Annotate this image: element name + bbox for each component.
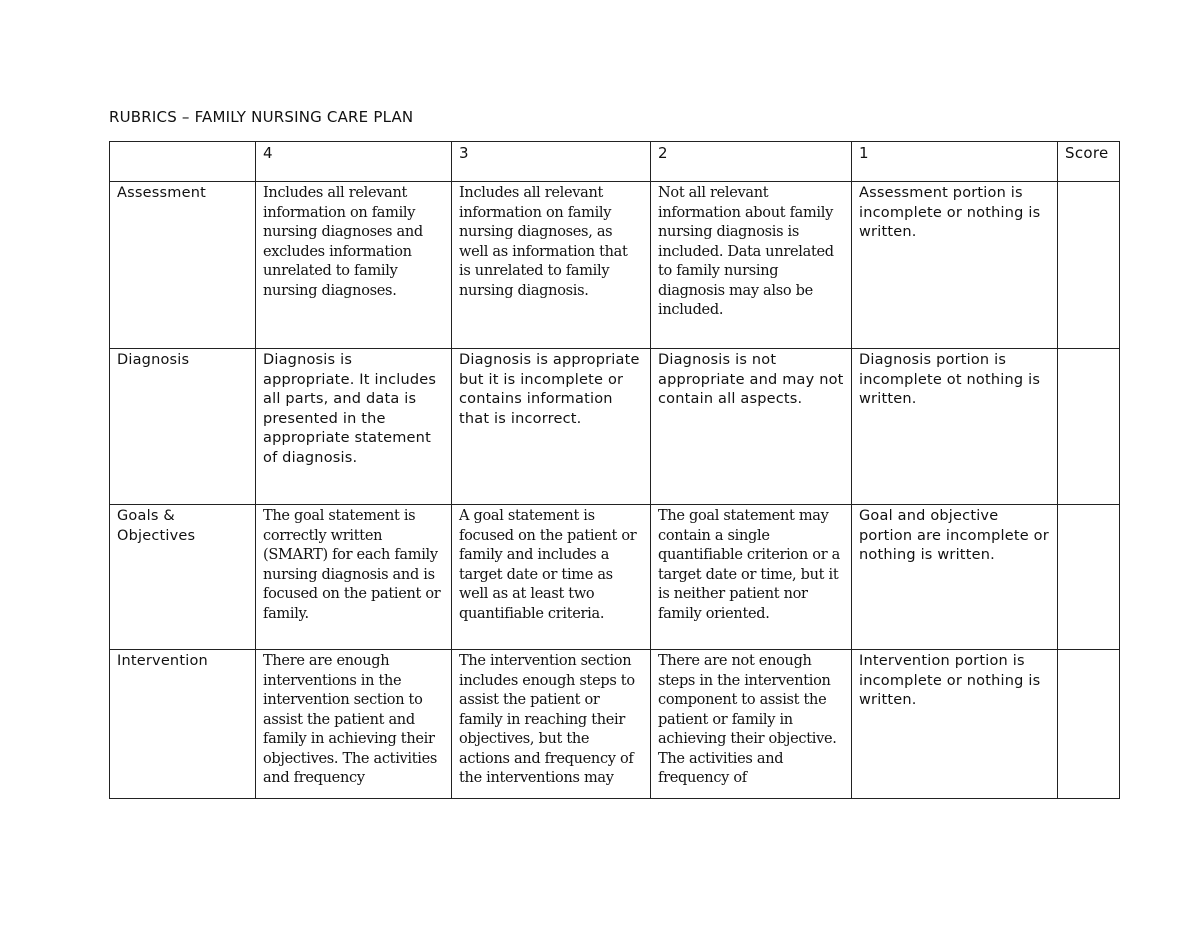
score-cell xyxy=(1058,650,1120,799)
rubric-cell-3-text: Diagnosis is appropriate but it is incomplete or contains information that is incorrect. xyxy=(459,352,640,427)
rubric-cell-1: Intervention portion is incomplete or nothing is written. xyxy=(852,650,1058,799)
criterion-label: Assessment xyxy=(110,182,256,349)
header-blank-cell xyxy=(110,142,256,182)
header-score-4: 4 xyxy=(256,142,452,182)
rubric-cell-3: Includes all relevant information on family nursing diagnoses, as well as information that is unrelated to family nursing diagnosis. xyxy=(452,182,651,349)
rubric-cell-2: Diagnosis is not appropriate and may not contain all aspects. xyxy=(651,349,852,505)
rubric-cell-1: Diagnosis portion is incomplete ot nothing is written. xyxy=(852,349,1058,505)
score-cell xyxy=(1058,349,1120,505)
table-row xyxy=(110,650,1120,799)
rubric-cell-1: Assessment portion is incomplete or nothing is written. xyxy=(852,182,1058,349)
criterion-label: Goals & Objectives xyxy=(110,505,256,650)
rubric-cell-2: Not all relevant information about family nursing diagnosis is included. Data unrelated to family nursing diagnosis may also be included. xyxy=(651,182,852,349)
header-score-3: 3 xyxy=(452,142,651,182)
criterion-label: Diagnosis xyxy=(110,349,256,505)
criterion-label: Intervention xyxy=(110,650,256,799)
table-row xyxy=(110,505,1120,650)
table-row xyxy=(110,182,1120,349)
rubric-cell-3 xyxy=(452,650,651,799)
rubric-cell-1: Goal and objective portion are incomplete or nothing is written. xyxy=(852,505,1058,650)
rubric-cell-4-clip: There are enough interventions in the intervention section to assist the patient and family in achieving their objectives. The activities and frequency xyxy=(263,653,438,786)
table-row xyxy=(110,349,1120,505)
score-cell xyxy=(1058,182,1120,349)
rubric-cell-3: A goal statement is focused on the patient or family and includes a target date or time as well as at least two quantifiable criteria. xyxy=(452,505,651,650)
rubric-cell-4: The goal statement is correctly written (SMART) for each family nursing diagnosis and is focused on the patient or family. xyxy=(256,505,452,650)
rubric-cell-2: The goal statement may contain a single quantifiable criterion or a target date or time, but it is neither patient nor family oriented. xyxy=(651,505,852,650)
header-score-2: 2 xyxy=(651,142,852,182)
header-score-1: 1 xyxy=(852,142,1058,182)
rubric-table xyxy=(109,141,1120,799)
rubric-cell-4: Includes all relevant information on family nursing diagnoses and excludes information unrelated to family nursing diagnoses. xyxy=(256,182,452,349)
header-row xyxy=(110,142,1120,182)
rubric-cell-3 xyxy=(452,349,651,505)
rubric-cell-4: Diagnosis is appropriate. It includes all parts, and data is presented in the appropriate statement of diagnosis. xyxy=(256,349,452,505)
page-title: RUBRICS – FAMILY NURSING CARE PLAN xyxy=(109,108,414,126)
rubric-cell-4 xyxy=(256,650,452,799)
rubric-cell-2 xyxy=(651,650,852,799)
rubric-cell-3-clip: The intervention section includes enough steps to assist the patient or family in reaching their objectives, but the actions and frequency of the interventions may xyxy=(459,653,635,786)
rubric-cell-2-clip: There are not enough steps in the intervention component to assist the patient or family in achieving their objective. The activities and frequency of xyxy=(658,653,837,786)
score-cell xyxy=(1058,505,1120,650)
header-score-column: Score xyxy=(1058,142,1120,182)
